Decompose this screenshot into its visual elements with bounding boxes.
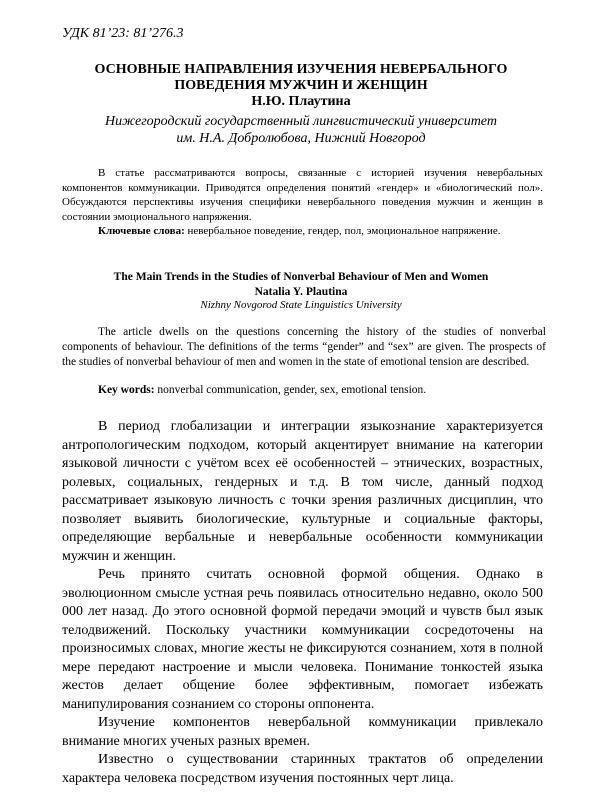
keywords-ru [62, 224, 543, 239]
keywords-en [62, 383, 546, 398]
author-ru: Н.Ю. Плаутина [251, 94, 351, 109]
article-title-en [62, 270, 540, 300]
title-ru-line-1: ОСНОВНЫЕ НАПРАВЛЕНИЯ ИЗУЧЕНИЯ НЕВЕРБАЛЬНОГО [94, 62, 508, 77]
keywords-en-label: Key words: [98, 384, 155, 396]
affiliation-en: Nizhny Novgorod State Linguistics University [200, 299, 402, 311]
affiliation-ru [62, 113, 540, 147]
affiliation-ru-line-2: им. Н.А. Добролюбова, Нижний Новгород [176, 131, 426, 146]
keywords-ru-label: Ключевые слова: [98, 225, 185, 237]
abstract-en: The article dwells on the questions concerning the history of the studies of nonverbal components of behaviour. The definitions of the terms “gender” and “sex” are given. The prospects of the studies of nonverbal behaviour of men and women in the state of emotional tension are described. [62, 326, 546, 368]
author-en: Natalia Y. Plautina [254, 286, 348, 298]
title-en-text: The Main Trends in the Studies of Nonverbal Behaviour of Men and Women [113, 271, 489, 283]
article-body [62, 418, 543, 788]
body-paragraph: Изучение компонентов невербальной коммуникации привлекало внимание многих ученых разных времен. [62, 715, 543, 749]
keywords-en-text: nonverbal communication, gender, sex, emotional tension. [154, 384, 427, 396]
udk-code: УДК 81’23: 81’276.3 [62, 26, 184, 41]
abstract-ru: В статье рассматриваются вопросы, связанные с историей изучения невербальных компонентов коммуникации. Приводятся определения понятий «гендер» и «биологический пол». Обсуждаются перспективы изучения специфики невербального поведения мужчин и женщин в состоянии эмоционального напряжения. [62, 167, 543, 223]
affiliation-ru-line-1: Нижегородский государственный лингвистический университет [105, 114, 497, 129]
article-title-ru [62, 62, 540, 94]
keywords-ru-text: невербальное поведение, гендер, пол, эмоциональное напряжение. [184, 225, 501, 237]
title-ru-line-2: ПОВЕДЕНИЯ МУЖЧИН И ЖЕНЩИН [174, 78, 428, 93]
body-paragraph: Речь принято считать основной формой общения. Однако в эволюционном смысле устная речь появилась относительно недавно, около 500 000 лет назад. До этого основной формой передачи эмоций и чувств был язык телодвижений. Поскольку участники коммуникации сосредоточены на произносимых словах, многие жесты не фиксируются сознанием, хотя в полной мере передают настроение и мысли человека. Понимание тонкостей языка жестов делает общение более эффективным, помогает избежать манипулирования сознанием со стороны оппонента. [62, 567, 543, 712]
body-paragraph: Известно о существовании старинных трактатов об определении характера человека посредством изучения постоянных черт лица. [62, 752, 543, 786]
body-paragraph: В период глобализации и интеграции языкознание характеризуется антропологическим подходом, который акцентирует внимание на категории языковой личности с учётом всех её особенностей – этнических, возрастных, ролевых, социальных, гендерных и т.д. В том числе, данный подход рассматривает языковую личность с точки зрения различных дисциплин, что позволяет выявить биологические, культурные и социальные факторы, определяющие вербальные и невербальные особенности коммуникации мужчин и женщин. [62, 419, 543, 564]
